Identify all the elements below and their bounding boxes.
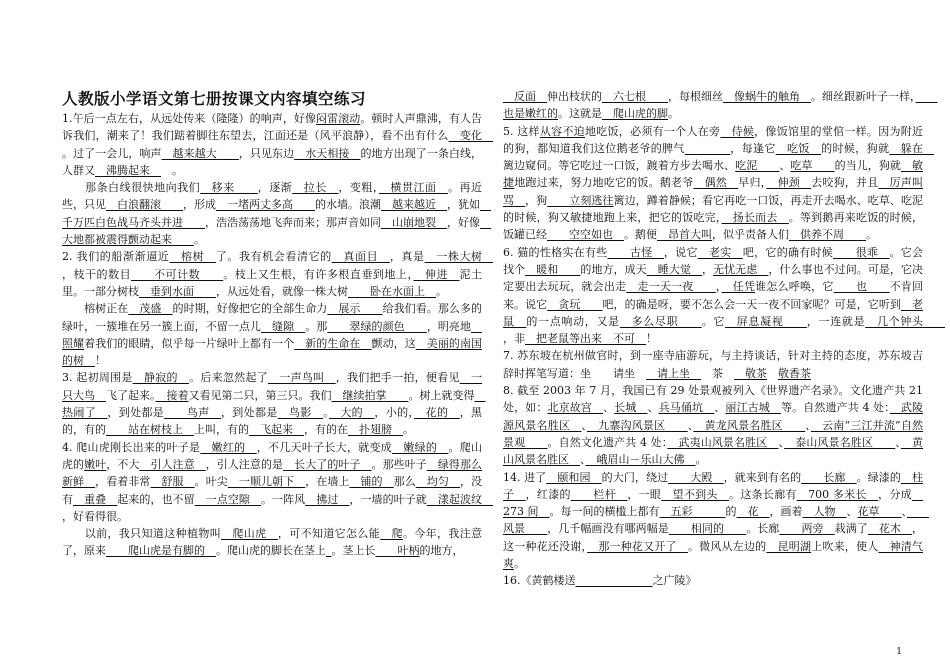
text-segment: 、 bbox=[895, 435, 901, 449]
answer-blank: 水天相接 bbox=[294, 146, 361, 160]
text-segment: 了。我有机会看清它的 bbox=[215, 250, 332, 264]
text-segment: ，浩浩荡荡地飞奔而来；那声音如同 bbox=[205, 215, 381, 229]
answer-blank: 美丽的南国的树 bbox=[62, 336, 483, 368]
text-segment: 吧，的确是呀，要不怎么会一天一夜不回家呢？可是，它听到 bbox=[602, 297, 901, 311]
answer-blank: 越来越近 bbox=[381, 198, 447, 212]
answer-blank: 很乖 bbox=[833, 245, 890, 259]
answer-blank: 走一天一夜 bbox=[626, 280, 716, 294]
answer-blank: 叶柄 bbox=[375, 544, 420, 558]
answer-blank: 相同的 bbox=[668, 522, 747, 536]
answer-blank: 多么尽职 bbox=[619, 314, 702, 328]
text-segment: 给我们看。那么多的绿叶，一簇堆在另一簇上面，不留一点儿 bbox=[62, 302, 483, 333]
text-segment: 。 bbox=[695, 453, 707, 467]
right-column-body bbox=[503, 88, 946, 590]
text-segment: 。 bbox=[436, 284, 447, 298]
text-segment: ，到处都是 bbox=[220, 406, 278, 420]
text-segment: ，枝干的数目 bbox=[62, 267, 132, 281]
answer-blank: 爬山虎是有脚的 bbox=[106, 544, 216, 558]
text-segment: ，什么事也不过问。可是，它决定要出去玩玩，就会出走 bbox=[503, 262, 924, 294]
answer-blank: 两旁 bbox=[779, 522, 835, 536]
answer-blank: 扑翅膀 bbox=[348, 423, 403, 437]
exercise-paragraph bbox=[503, 572, 923, 589]
text-segment: 。今年，我注意了，原来 bbox=[62, 527, 483, 558]
text-segment: ，没有 bbox=[62, 475, 483, 506]
answer-blank: 飞起来 bbox=[249, 423, 304, 437]
answer-blank: 六七根 bbox=[602, 90, 668, 103]
text-segment: 榕树正在 bbox=[62, 302, 129, 316]
text-segment: 吧，它的确有时候 bbox=[742, 245, 834, 259]
text-segment: ，一眼 bbox=[627, 487, 662, 501]
text-segment: 。等到鹅再来吃饭的时候，饭罐已经 bbox=[503, 211, 924, 242]
answer-blank: 引人注意 bbox=[139, 457, 206, 471]
page-number: 1 bbox=[896, 647, 902, 657]
text-segment: 的一点响动，又是 bbox=[526, 314, 620, 328]
text-segment: 。这就是 bbox=[558, 107, 602, 121]
text-segment: 的时候，狗就 bbox=[821, 141, 890, 155]
text-segment: 地吃饭，必须有一个人在旁 bbox=[584, 124, 721, 138]
answer-blank: 变化 bbox=[448, 129, 493, 143]
text-segment: 。自然文化遗产共 4 处： bbox=[547, 435, 668, 449]
answer-blank: 移来 bbox=[200, 181, 258, 195]
answer-blank: _ bbox=[326, 544, 332, 558]
text-segment: 去咬狗，并且 bbox=[811, 176, 879, 190]
text-segment: 的地方，成天 bbox=[580, 262, 647, 276]
answer-blank: 九寨沟风景区 bbox=[587, 418, 688, 432]
answer-blank: 一点空隙 bbox=[194, 492, 261, 506]
text-segment: 、 bbox=[647, 401, 659, 415]
answer-blank: 神清气爽 bbox=[503, 539, 924, 571]
exercise-paragraph bbox=[503, 123, 935, 244]
answer-blank: 展示 bbox=[327, 302, 383, 316]
answer-blank: 贪玩 bbox=[547, 297, 603, 311]
answer-blank: 拂过 bbox=[305, 492, 350, 506]
text-segment: ，画着 bbox=[769, 505, 803, 519]
exercise-paragraph bbox=[503, 469, 929, 573]
answer-blank: 大殿 bbox=[668, 470, 724, 484]
text-segment: 。长廊 bbox=[746, 522, 780, 536]
text-segment: 上吹来，使人 bbox=[811, 539, 879, 553]
answer-blank: 那一种花又开了 bbox=[587, 539, 688, 553]
text-segment: 、 bbox=[778, 435, 785, 449]
text-segment: 的地方出现了一条白线，人群又 bbox=[62, 146, 483, 177]
answer-blank: 柱子 bbox=[503, 470, 924, 501]
text-segment: 以前，我只知道这种植物叫 bbox=[62, 527, 222, 541]
text-segment: 飞了起来。 bbox=[106, 388, 156, 402]
text-segment: 。绿漆的 bbox=[856, 470, 901, 484]
answer-blank: 大的 bbox=[328, 406, 375, 420]
text-segment: 、 bbox=[714, 401, 726, 415]
answer-blank: 供养不周 bbox=[789, 228, 866, 242]
text-segment: 16.《黄鹤楼送 bbox=[503, 574, 576, 588]
answer-blank: 丽江古城 bbox=[725, 401, 781, 415]
text-segment: ，不大 bbox=[106, 457, 140, 471]
answer-blank: 卧在水面上 bbox=[348, 284, 436, 298]
answer-blank: 云南“三江并流”自然景观 bbox=[503, 418, 924, 449]
exercise-paragraph bbox=[503, 382, 923, 468]
answer-blank: 拉长 bbox=[292, 181, 339, 195]
answer-blank: 长城 bbox=[614, 401, 648, 415]
text-segment: 。这条长廊有 bbox=[729, 487, 797, 501]
left-column bbox=[62, 88, 494, 560]
answer-blank: 榕树 bbox=[169, 250, 216, 264]
text-segment: 。它会找个 bbox=[503, 245, 924, 276]
answer-blank: 新的生命在 bbox=[294, 336, 372, 350]
text-segment: 。 bbox=[194, 233, 205, 247]
answer-blank: 古怪 bbox=[607, 245, 664, 259]
text-segment: 2. 我们的船渐渐逼近 bbox=[62, 250, 170, 264]
text-segment: 的时期，好像把它的全部生命力 bbox=[172, 302, 328, 316]
text-segment: 6. 猫的性格实在有些 bbox=[503, 245, 608, 259]
text-segment: ，有的在 bbox=[304, 423, 348, 437]
text-segment: 、 bbox=[580, 453, 586, 467]
answer-blank: 敬香茶 bbox=[778, 366, 811, 380]
text-segment: 上叫，有的 bbox=[194, 423, 249, 437]
answer-blank: 人物 bbox=[802, 505, 847, 519]
text-segment: 。 bbox=[866, 228, 877, 242]
text-segment: ，到处都是 bbox=[107, 406, 165, 420]
answer-blank: 五彩 bbox=[659, 505, 726, 519]
answer-blank: 鸟影 bbox=[277, 406, 324, 420]
answer-blank: 长廊 bbox=[801, 470, 857, 484]
text-segment: 。再近些，只见 bbox=[62, 181, 483, 212]
text-segment: ，红漆的 bbox=[525, 487, 571, 501]
answer-blank: 垂到水面 bbox=[139, 284, 216, 298]
text-segment: ，就来到有名的 bbox=[723, 470, 802, 484]
text-segment: ，说它 bbox=[663, 245, 698, 259]
answer-blank: 嫩绿的 bbox=[392, 440, 449, 454]
answer-blank: 昆明湖 bbox=[766, 539, 812, 553]
answer-blank: 爬 bbox=[380, 527, 403, 541]
answer-blank: 花的 bbox=[414, 406, 460, 420]
text-segment: ，形成 bbox=[183, 198, 216, 212]
answer-blank: 长大了的叶子 bbox=[283, 457, 372, 471]
answer-blank: 花木 bbox=[867, 522, 913, 536]
text-segment: 泥土里。一部分树枝 bbox=[62, 267, 483, 298]
text-segment: ，在墙上 bbox=[305, 475, 350, 489]
text-segment: 。细丝跟新叶子一样， bbox=[811, 90, 916, 103]
answer-blank: 偶然 bbox=[693, 176, 739, 190]
text-segment: 的地方， bbox=[419, 544, 464, 558]
answer-blank: 从容不迫 bbox=[539, 124, 585, 138]
text-segment: 。 bbox=[161, 163, 183, 177]
text-segment: 的当儿，狗就 bbox=[834, 159, 901, 173]
answer-blank: 大地都被震得颤动起来 bbox=[62, 215, 491, 247]
text-segment: 不肯回来。说它 bbox=[503, 280, 924, 311]
answer-blank: 横贯江面 bbox=[378, 181, 449, 195]
answer-blank: 立刻逃往 bbox=[547, 193, 614, 207]
answer-blank: 嫩叶 bbox=[84, 457, 107, 471]
text-segment: 等。自然遗产共 4 处： bbox=[781, 401, 890, 415]
answer-blank: 继续拍掌 bbox=[331, 388, 409, 402]
text-segment: ！ bbox=[646, 332, 657, 346]
text-segment: ，逐渐 bbox=[257, 181, 293, 195]
text-segment: 。茎上长 bbox=[331, 544, 376, 558]
text-segment: 5. 这样 bbox=[503, 124, 540, 138]
text-segment: 、 bbox=[581, 418, 587, 432]
answer-blank: 一堵两丈多高 bbox=[216, 198, 315, 212]
text-segment: ，每逢它 bbox=[730, 141, 776, 155]
text-segment: ，一墙的叶子就 bbox=[349, 492, 427, 506]
answer-blank: 静寂的 bbox=[132, 371, 190, 385]
exercise-paragraph bbox=[503, 88, 938, 123]
text-segment: 、 bbox=[603, 401, 615, 415]
text-segment: 。叶尖 bbox=[194, 475, 228, 489]
text-segment: 、 bbox=[846, 505, 858, 519]
answer-blank: 睡大觉 bbox=[646, 262, 702, 276]
text-segment: 。树上就变得 bbox=[408, 388, 475, 402]
text-segment: 谁怎么呼唤，它 bbox=[755, 280, 834, 294]
text-segment: ，明亮地 bbox=[426, 319, 472, 333]
text-segment: ，只见东边 bbox=[238, 146, 295, 160]
answer-blank: 舒服 bbox=[150, 475, 195, 489]
exercise-paragraph bbox=[503, 244, 946, 348]
answer-blank: 吃泥 bbox=[735, 159, 780, 173]
text-segment: 。那些叶子 bbox=[371, 457, 427, 471]
answer-blank: 一只大鸟 bbox=[62, 371, 483, 402]
text-segment: ，像饭馆里的堂倌一样。因为附近的狗，都知道我们这位鹅老爷的脾气 bbox=[503, 124, 924, 155]
answer-blank: 也 bbox=[833, 280, 890, 294]
answer-blank: 颐和园 bbox=[546, 470, 602, 484]
text-segment: 。微风从左边的 bbox=[687, 539, 767, 553]
text-segment: 的 bbox=[725, 505, 737, 519]
answer-blank: 不可计数 bbox=[131, 267, 224, 281]
answer-blank: 栏杆 bbox=[570, 487, 628, 501]
answer-blank: 侍候 bbox=[720, 124, 755, 138]
text-segment: 。顿时人声鼎沸，有人告诉我们，潮来了！我们踮着脚往东望去，江面还是（风平浪静），看不出有什么 bbox=[62, 112, 483, 143]
text-segment: 伸出枝状的 bbox=[547, 90, 602, 103]
answer-blank: 爬山虎 bbox=[221, 527, 278, 541]
text-segment: 的水墙。浪潮 bbox=[315, 198, 381, 212]
answer-blank: 千万匹白色战马齐头并进 bbox=[62, 198, 491, 229]
answer-blank: 花 bbox=[736, 505, 770, 519]
answer-blank: 绿得那么新鲜 bbox=[62, 457, 483, 489]
exercise-paragraph bbox=[62, 300, 482, 369]
text-segment: 。爬山虎的脚长在茎上 bbox=[216, 544, 326, 558]
answer-blank: 白浪翻滚 bbox=[106, 198, 183, 212]
text-segment: 。一阵风 bbox=[261, 492, 306, 506]
answer-blank: 嫩红的 bbox=[200, 440, 257, 454]
text-segment: ，非 bbox=[503, 332, 525, 346]
text-segment: 地跑过来，努力地吃它的饭。鹅老爷 bbox=[514, 176, 694, 190]
text-segment: 着我们的眼睛，似乎每一片绿叶上都有一个 bbox=[84, 336, 295, 350]
answer-blank: 一顺儿朝下 bbox=[227, 475, 306, 489]
answer-blank: 无忧无虑 bbox=[713, 262, 769, 276]
text-segment: 。 bbox=[514, 557, 525, 571]
answer-blank: 一株大树 bbox=[424, 250, 494, 264]
text-segment: 1.午后一点左右，从远处传来（隆隆）的响声，好像 bbox=[62, 112, 317, 125]
text-segment: ，一连就是 bbox=[806, 314, 866, 328]
answer-blank: 也是嫩红的 bbox=[503, 90, 938, 121]
answer-blank bbox=[576, 574, 653, 587]
text-segment: 14. 进了 bbox=[503, 470, 547, 484]
text-segment: ，变粗， bbox=[338, 181, 379, 195]
text-segment: 、 bbox=[805, 418, 811, 432]
answer-blank: 接着 bbox=[155, 388, 189, 402]
answer-blank: 吃草 bbox=[790, 159, 835, 173]
answer-blank: 躲在 bbox=[889, 141, 935, 155]
text-segment bbox=[767, 367, 778, 380]
text-segment: 。过了一会儿，响声 bbox=[62, 146, 162, 160]
answer-blank: 伸进 bbox=[413, 267, 460, 281]
answer-blank: 翠绿的颜色 bbox=[327, 319, 427, 333]
text-segment: ， bbox=[715, 280, 722, 294]
text-segment: 早归， bbox=[738, 176, 767, 190]
exercise-paragraph bbox=[62, 110, 493, 179]
exercise-paragraph bbox=[62, 248, 494, 300]
answer-blank: 爬山虎的脚 bbox=[602, 107, 668, 121]
answer-blank: 越来越大 bbox=[161, 146, 239, 160]
answer-blank: 鸟声 bbox=[164, 406, 221, 420]
text-segment: 颤动，这 bbox=[371, 336, 416, 350]
answer-blank: 兵马俑坑 bbox=[658, 401, 715, 415]
text-segment: 。那 bbox=[305, 319, 328, 333]
text-segment: 篱边，蹲着静候；看它再吃一口饭，再走开去喝水、吃草、吃泥的时候，狗又敏捷地跑上来，把它的饭吃完， bbox=[503, 193, 924, 225]
text-segment: ，似乎责备人们 bbox=[712, 228, 789, 242]
text-segment: 。 bbox=[323, 406, 329, 420]
answer-blank: 站在树枝上 bbox=[106, 423, 194, 437]
text-segment: 。每一间的横槛上都有 bbox=[549, 505, 660, 519]
text-segment: 的大门，绕过 bbox=[601, 470, 669, 484]
text-segment: ，黑的，有的 bbox=[62, 406, 483, 437]
text-segment: 那条白线很快地向我们 bbox=[62, 181, 201, 195]
text-segment: 。后来忽然起了 bbox=[189, 371, 269, 385]
text-segment: ，犹如 bbox=[447, 198, 480, 212]
answer-blank: 老实 bbox=[697, 245, 743, 259]
answer-blank: 像蜗牛的触角 bbox=[723, 90, 811, 103]
text-segment: ，可不知道它怎么能 bbox=[277, 527, 381, 541]
text-segment: 3. 起初周围是 bbox=[62, 371, 133, 385]
text-segment: 、 bbox=[779, 159, 791, 173]
text-segment: 、 bbox=[687, 418, 694, 432]
text-segment: ， bbox=[702, 262, 714, 276]
text-segment: 8. 截至 2003 年 7 月，我国已有 29 处景观被列入《世界遗产名录》。文化遗产共 21 处，如： bbox=[503, 384, 923, 415]
answer-blank: 闷雷滚动 bbox=[316, 112, 361, 125]
answer-blank: 扬长而去 bbox=[721, 211, 789, 225]
answer-blank: 反面 bbox=[503, 90, 547, 103]
document-title: 人教版小学语文第七册按课文内容填空练习 bbox=[62, 90, 367, 108]
right-column bbox=[503, 88, 946, 590]
text-segment: 。爬山虎的 bbox=[62, 440, 483, 471]
text-segment: 。 bbox=[668, 107, 679, 121]
text-segment: ，小的， bbox=[374, 406, 415, 420]
text-segment: 7. 苏东坡在杭州做官时，到一座寺庙游玩，与主持谈话，针对主持的态度，苏东坡吉辞时挥笔写道：坐 请坐 bbox=[503, 349, 923, 380]
text-segment: ，不几天叶子长大，就变成 bbox=[256, 440, 393, 454]
answer-blank: 热闹了 bbox=[62, 388, 486, 420]
answer-blank: 昂首大叫 bbox=[657, 228, 712, 242]
text-segment: ，真是 bbox=[389, 250, 425, 264]
answer-blank: 重叠 bbox=[73, 492, 118, 506]
text-segment: 。 bbox=[403, 423, 414, 437]
answer-blank: 北京故宫 bbox=[547, 401, 604, 415]
answer-blank: 武陵源风景名胜区 bbox=[503, 401, 924, 432]
answer-blank: 700 多米长 bbox=[796, 487, 879, 501]
exercise-paragraph bbox=[503, 347, 923, 382]
answer-blank: 黄龙风景名胜区 bbox=[693, 418, 806, 432]
answer-blank: 敏捷 bbox=[503, 159, 924, 190]
answer-blank: 望不到头 bbox=[661, 487, 730, 501]
left-column-body bbox=[62, 110, 494, 560]
answer-blank: 请上坐 bbox=[646, 366, 701, 380]
answer-blank: 照耀 bbox=[62, 319, 483, 350]
answer-blank: 漾起波纹 bbox=[426, 492, 494, 506]
text-segment: ，几千幅画没有哪两幅是 bbox=[547, 522, 669, 536]
text-segment: 、 bbox=[901, 505, 907, 519]
text-segment: 栽满了 bbox=[834, 522, 868, 536]
text-segment: ，引人注意的是 bbox=[205, 457, 284, 471]
text-segment: 之广陵》 bbox=[652, 574, 697, 588]
text-segment: 。它 bbox=[701, 314, 726, 328]
answer-blank: 老鼠 bbox=[503, 297, 924, 328]
text-segment: ，这一种花还没谢， bbox=[503, 522, 924, 553]
answer-blank: 山崩地裂 bbox=[381, 215, 447, 229]
text-segment: ，好像 bbox=[447, 215, 480, 229]
text-segment: ，从远处看，就像一株大树 bbox=[216, 284, 348, 298]
answer-blank: 空空如也 bbox=[547, 228, 624, 242]
exercise-paragraph bbox=[62, 179, 491, 248]
answer-blank: 泰山风景名胜区 bbox=[784, 435, 896, 449]
answer-blank bbox=[685, 142, 730, 155]
text-segment: 篱边窥伺。等它吃过一口饭，踱着方步去喝水、 bbox=[503, 159, 736, 173]
answer-blank: 铺的 bbox=[349, 475, 394, 489]
text-segment: 那么 bbox=[393, 475, 416, 489]
answer-blank: 真面目 bbox=[331, 250, 390, 264]
text-segment: 起来的，也不留 bbox=[117, 492, 195, 506]
answer-blank: 茂盛 bbox=[128, 302, 173, 316]
text-segment: 4. 爬山虎刚长出来的叶子是 bbox=[62, 440, 201, 454]
exercise-paragraph bbox=[62, 369, 486, 438]
answer-blank: 暖和 bbox=[525, 262, 581, 276]
answer-blank: 均匀 bbox=[415, 475, 460, 489]
answer-blank: 吃饭 bbox=[775, 141, 822, 155]
text-segment: 又看见第二只，第三只。我们 bbox=[188, 388, 332, 402]
text-segment: 茶 bbox=[701, 366, 734, 380]
answer-blank: 沸腾起来 bbox=[95, 163, 161, 177]
answer-blank: 峨眉山－乐山大佛 bbox=[585, 453, 696, 467]
answer-blank: 敬茶 bbox=[734, 366, 767, 380]
answer-blank: 把老鼠等出来 不可 bbox=[525, 332, 646, 346]
answer-blank: 任凭 bbox=[721, 280, 756, 294]
text-segment: 。鹅便 bbox=[624, 228, 657, 242]
text-segment: ，分成 bbox=[878, 487, 913, 501]
text-segment: ，好看得很。 bbox=[62, 509, 128, 523]
answer-blank: 一声鸟叫 bbox=[268, 371, 336, 385]
answer-blank: 273 间 bbox=[503, 487, 924, 519]
answer-blank: 几个钟头 bbox=[865, 314, 946, 328]
answer-blank: 缝隙 bbox=[260, 319, 306, 333]
text-segment: ，看着非常 bbox=[95, 475, 151, 489]
answer-blank: 厉声叫骂 bbox=[503, 176, 924, 207]
answer-blank: 屏息凝视 bbox=[725, 314, 807, 328]
exercise-paragraph bbox=[62, 439, 494, 525]
answer-blank: 风景 bbox=[503, 505, 929, 536]
text-segment: ！ bbox=[95, 354, 106, 368]
answer-blank: 花草 bbox=[857, 505, 902, 519]
text-segment: 。枝上又生根，有许多根直垂到地上， bbox=[223, 267, 414, 281]
text-segment: ，我们把手一拍，便看见 bbox=[335, 371, 460, 385]
exercise-paragraph bbox=[62, 525, 482, 560]
text-segment: ，每根细丝 bbox=[668, 90, 723, 103]
text-segment: ，狗 bbox=[525, 193, 548, 207]
answer-blank: 伸颈 bbox=[766, 176, 812, 190]
answer-blank: 黄山风景名胜区 bbox=[503, 435, 924, 467]
answer-blank: 武夷山风景名胜区 bbox=[667, 435, 779, 449]
